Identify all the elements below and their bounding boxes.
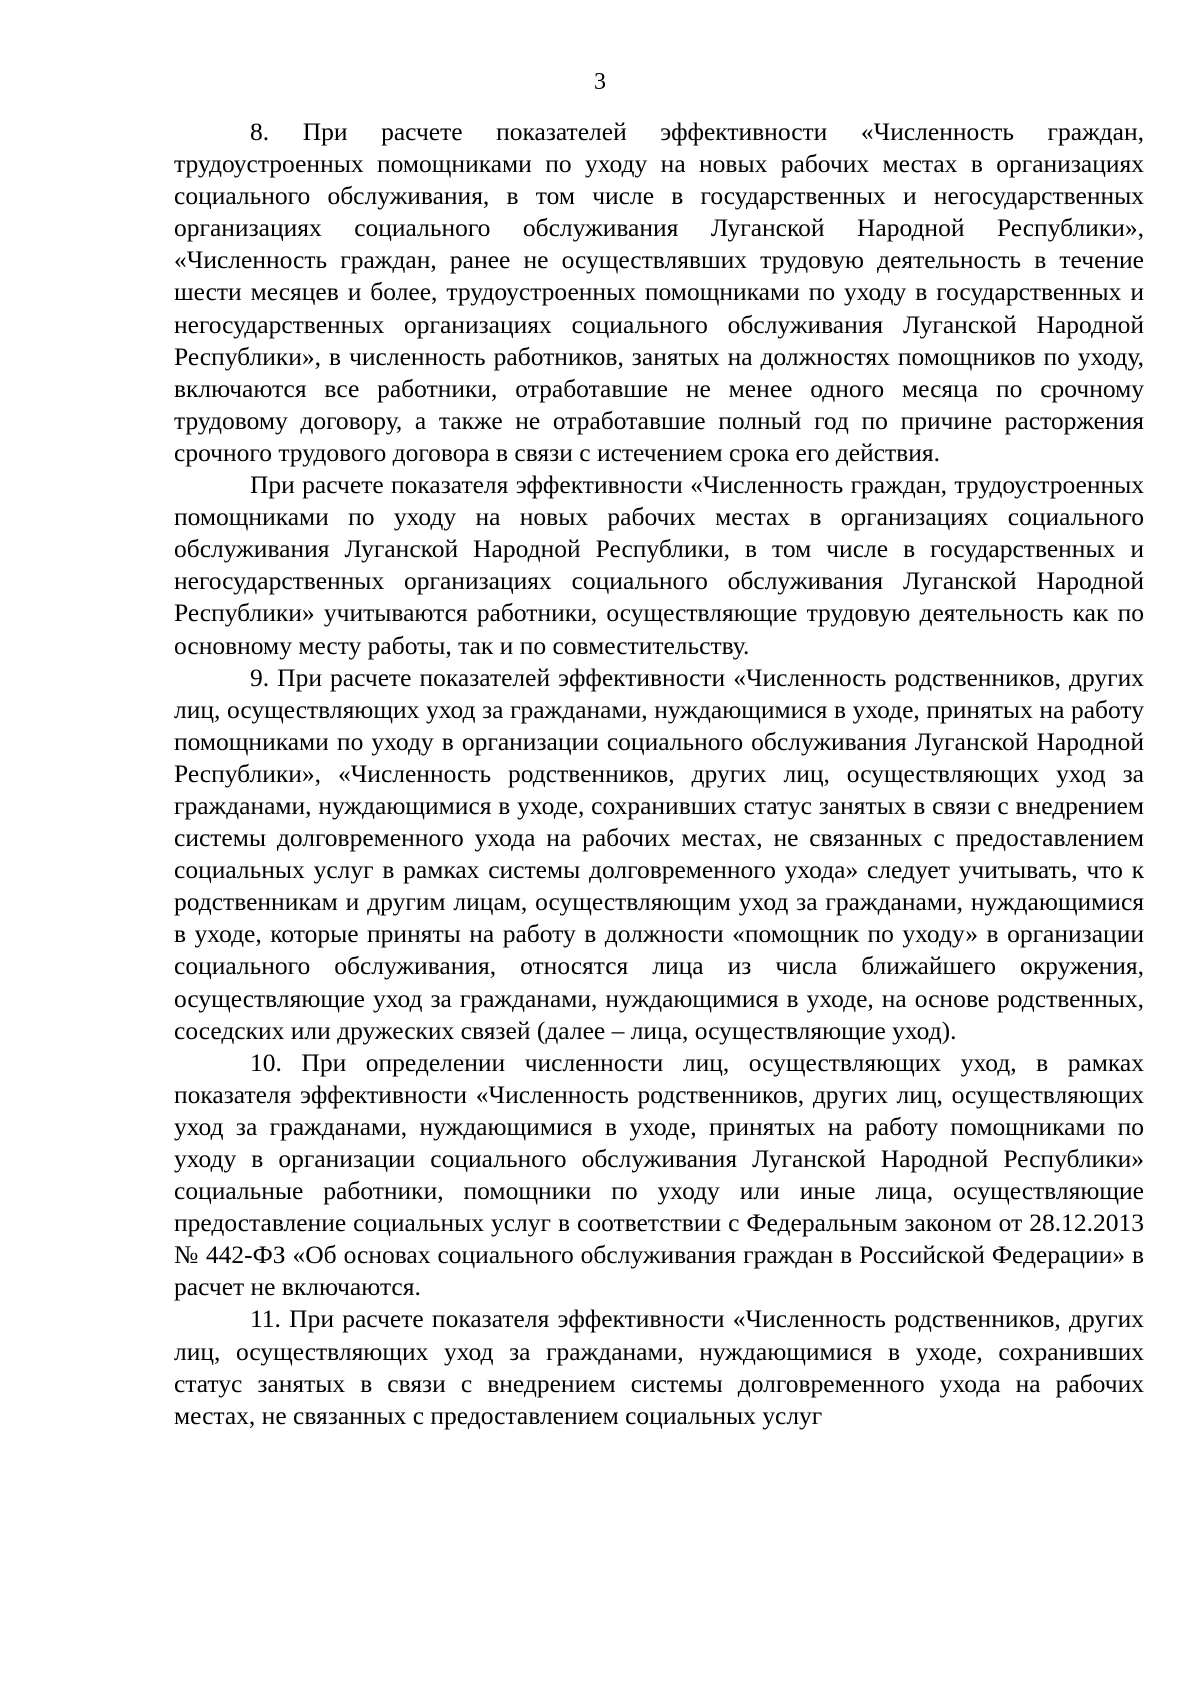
paragraph-8: 8. При расчете показателей эффективности «Численность граждан, трудоустроенных помощниками по уходу на новых рабочих местах в организациях социального обслуживания, в том числе в государственных и негосударственных организациях социального обслуживания Луганской Народной Республики», «Численность граждан, ранее не осуществлявших трудовую деятельность в течение шести месяцев и более, трудоустроенных помощниками по уходу в государственных и негосударственных организациях социального обслуживания Луганской Народной Республики», в численность работников, занятых на должностях помощников по уходу, включаются все работники, отработавшие не менее одного месяца по срочному трудовому договору, а также не отработавшие полный год по причине расторжения срочного трудового договора в связи с истечением срока его действия. [174, 117, 1144, 467]
page-number: 3 [594, 69, 606, 95]
paragraph-10: 10. При определении численности лиц, осуществляющих уход, в рамках показателя эффективности «Численность родственников, других лиц, осуществляющих уход за гражданами, нуждающимися в уходе, принятых на работу помощниками по уходу в организации социального обслуживания Луганской Народной Республики» социальные работники, помощники по уходу или иные лица, осуществляющие предоставление социальных услуг в соответствии с Федеральным законом от 28.12.2013 № 442-ФЗ «Об основах социального обслуживания граждан в Российской Федерации» в расчет не включаются. [174, 1047, 1144, 1302]
paragraph-8-continued: При расчете показателя эффективности «Численность граждан, трудоустроенных помощниками по уходу на новых рабочих местах в организациях социального обслуживания Луганской Народной Республики, в том числе в государственных и негосударственных организациях социального обслуживания Луганской Народной Республики» учитываются работники, осуществляющие трудовую деятельность как по основному месту работы, так и по совместительству. [174, 470, 1144, 660]
document-body [174, 116, 1144, 1432]
paragraph-9: 9. При расчете показателей эффективности «Численность родственников, других лиц, осуществляющих уход за гражданами, нуждающимися в уходе, принятых на работу помощниками по уходу в организации социального обслуживания Луганской Народной Республики», «Численность родственников, других лиц, осуществляющих уход за гражданами, нуждающимися в уходе, сохранивших статус занятых в связи с внедрением системы долговременного ухода на рабочих местах, не связанных с предоставлением социальных услуг в рамках системы долговременного ухода» следует учитывать, что к родственникам и другим лицам, осуществляющим уход за гражданами, нуждающимися в уходе, которые приняты на работу в должности «помощник по уходу» в организации социального обслуживания, относятся лица из числа ближайшего окружения, осуществляющие уход за гражданами, нуждающимися в уходе, на основе родственных, соседских или дружеских связей (далее – лица, осуществляющие уход). [174, 662, 1144, 1045]
paragraph-11: 11. При расчете показателя эффективности «Численность родственников, других лиц, осуществляющих уход за гражданами, нуждающимися в уходе, сохранивших статус занятых в связи с внедрением системы долговременного ухода на рабочих местах, не связанных с предоставлением социальных услуг [174, 1304, 1144, 1430]
